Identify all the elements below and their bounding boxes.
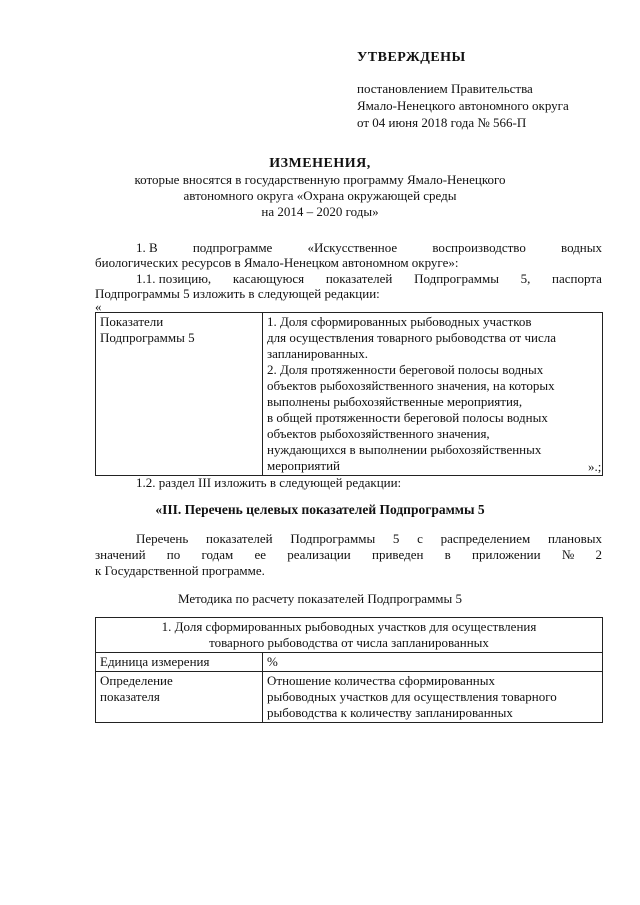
cell-line: объектов рыбохозяйственного значения, на которых (267, 378, 555, 393)
para12: 1.2. раздел III изложить в следующей редакции: (136, 475, 402, 490)
word: Перечень (136, 531, 189, 546)
word: плановых (547, 531, 602, 546)
table-row (96, 672, 603, 723)
para11-line2: Подпрограммы 5 изложить в следующей редакции: (95, 286, 380, 301)
passport-table (95, 312, 603, 476)
cell-line: нуждающихся в выполнении рыбохозяйственных (267, 442, 542, 457)
word: «Искусственное (307, 240, 398, 255)
cell-line: Отношение количества сформированных (267, 673, 495, 688)
cell-line: объектов рыбохозяйственного значения, (267, 426, 490, 441)
cell-line: 2. Доля протяженности береговой полосы водных (267, 362, 544, 377)
word: 2 (595, 547, 602, 562)
para1-line2: биологических ресурсов в Ямало-Ненецком автономном округе»: (95, 255, 459, 270)
document-subtitle (0, 172, 640, 220)
cell-line: Определение (100, 673, 173, 688)
subtitle-line: на 2014 – 2020 годы» (261, 204, 379, 219)
word: реализации (287, 547, 351, 562)
word: касающуюся (232, 271, 305, 286)
approval-line: постановлением Правительства (357, 81, 533, 96)
para1-line1 (136, 240, 602, 256)
cell-line: 1. Доля сформированных рыбоводных участков (267, 314, 532, 329)
table-row (96, 653, 603, 672)
subtitle-line: которые вносятся в государственную программу Ямало-Ненецкого (134, 172, 506, 187)
method-label-cell (96, 653, 263, 672)
table-row (96, 618, 603, 653)
word: 5, (520, 271, 531, 286)
word: воспроизводство (432, 240, 526, 255)
method-label-cell (96, 672, 263, 723)
cell-line: Подпрограммы 5 (100, 330, 195, 345)
word: подпрограмме (192, 240, 273, 255)
word: с (417, 531, 423, 546)
method-value-cell (263, 653, 603, 672)
cell-line: Показатели (100, 314, 164, 329)
word: Подпрограммы (414, 271, 499, 286)
subtitle-line: автономного округа «Охрана окружающей среды (183, 188, 457, 203)
method-header-cell (96, 618, 603, 653)
word: ее (254, 547, 266, 562)
cell-line: рыбоводных участков для осуществления товарного (267, 689, 557, 704)
word: по (166, 547, 181, 562)
word: 5 (392, 531, 400, 546)
methodology-table (95, 617, 603, 723)
word: годам (201, 547, 234, 562)
word: 1.1. позицию, (136, 271, 212, 286)
approval-line: от 04 июня 2018 года № 566-П (357, 115, 527, 130)
cell-line: показателя (100, 689, 160, 704)
word: показателей (325, 271, 393, 286)
cell-line: 1. Доля сформированных рыбоводных участков для осуществления (161, 619, 537, 634)
cell-line: запланированных. (267, 346, 368, 361)
close-quote-text: ». (588, 459, 598, 474)
word: № (561, 547, 575, 562)
approval-block (357, 80, 569, 131)
word: распределением (440, 531, 531, 546)
word: показателей (206, 531, 273, 546)
cell-line: выполнены рыбохозяйственные мероприятия, (267, 394, 523, 409)
document-title: ИЗМЕНЕНИЯ, (269, 156, 371, 171)
methodology-title: Методика по расчету показателей Подпрограммы 5 (177, 591, 462, 606)
cell-line: мероприятий (267, 458, 340, 473)
word: приведен (372, 547, 424, 562)
close-quote (588, 459, 601, 475)
para-list-line2 (95, 547, 602, 563)
para-list-line3: к Государственной программе. (95, 563, 265, 578)
para11-line1 (136, 271, 602, 287)
word: приложении (472, 547, 541, 562)
open-quote: « (95, 299, 102, 314)
para-list-line1 (136, 531, 602, 547)
word: значений (95, 547, 146, 562)
approval-title: УТВЕРЖДЕНЫ (357, 50, 466, 65)
cell-line: Единица измерения (100, 654, 210, 669)
word: паспорта (552, 271, 602, 286)
word: в (444, 547, 451, 562)
word: 1. В (136, 240, 158, 255)
passport-value-cell (263, 313, 603, 476)
section-title: «III. Перечень целевых показателей Подпрограммы 5 (155, 502, 485, 517)
word: Подпрограммы (290, 531, 376, 546)
cell-line: для осуществления товарного рыбоводства от числа (267, 330, 556, 345)
cell-line: % (267, 654, 278, 669)
word: водных (561, 240, 602, 255)
cell-line: товарного рыбоводства от числа запланированных (209, 635, 489, 650)
approval-line: Ямало-Ненецкого автономного округа (357, 98, 569, 113)
cell-line: в общей протяженности береговой полосы водных (267, 410, 548, 425)
close-mark: ; (597, 459, 602, 474)
method-value-cell (263, 672, 603, 723)
passport-label-cell (96, 313, 263, 476)
table-row (96, 313, 603, 476)
cell-line: рыбоводства к количеству запланированных (267, 705, 513, 720)
